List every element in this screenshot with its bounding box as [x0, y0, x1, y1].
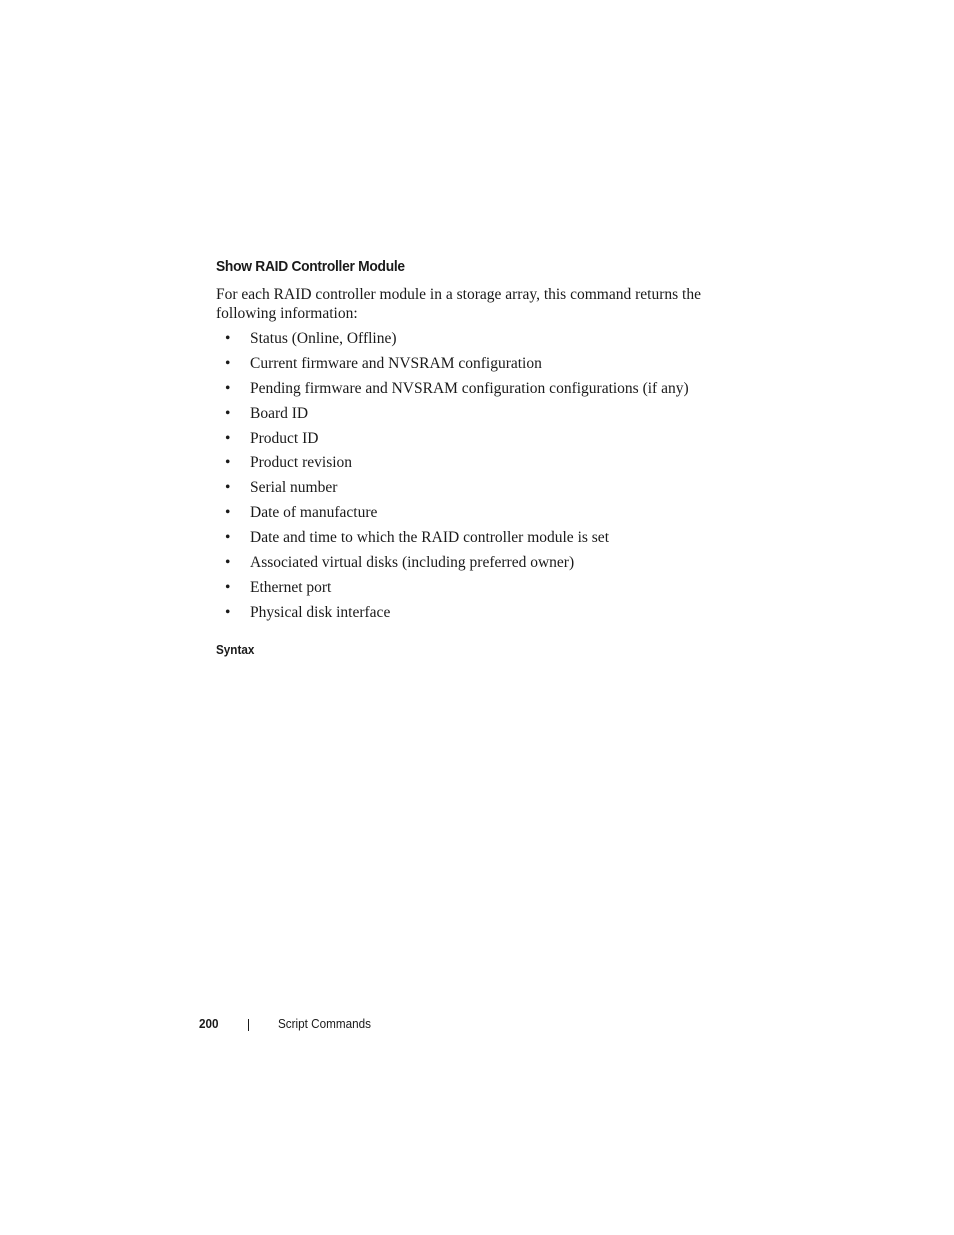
- bullet-icon: •: [225, 603, 231, 621]
- section-title: Show RAID Controller Module: [216, 258, 405, 275]
- list-item-text: Physical disk interface: [250, 603, 391, 621]
- list-item: [216, 329, 689, 354]
- bullet-icon: •: [225, 479, 231, 497]
- list-item: [216, 404, 689, 429]
- list-item-text: Date and time to which the RAID controller module is set: [250, 529, 609, 547]
- intro-paragraph: For each RAID controller module in a storage array, this command returns the following information:: [216, 286, 701, 322]
- syntax-heading: Syntax: [216, 642, 255, 657]
- bullet-icon: •: [225, 379, 231, 397]
- list-item: [216, 429, 689, 454]
- list-item: [216, 453, 689, 478]
- list-item-text: Board ID: [250, 404, 309, 422]
- info-bullet-list: [216, 329, 689, 628]
- bullet-icon: •: [225, 454, 231, 472]
- list-item-text: Pending firmware and NVSRAM configuration configurations (if any): [250, 379, 689, 397]
- list-item-text: Product revision: [250, 454, 353, 472]
- footer-divider: [248, 1019, 249, 1031]
- bullet-icon: •: [225, 529, 231, 547]
- bullet-icon: •: [225, 404, 231, 422]
- bullet-icon: •: [225, 330, 231, 347]
- bullet-icon: •: [225, 554, 231, 572]
- list-item: [216, 503, 689, 528]
- list-item-text: Status (Online, Offline): [250, 330, 397, 347]
- list-item: [216, 478, 689, 503]
- bullet-icon: •: [225, 354, 231, 372]
- list-item: [216, 354, 689, 379]
- bullet-icon: •: [225, 429, 231, 447]
- list-item-text: Date of manufacture: [250, 504, 378, 522]
- footer-chapter-title: Script Commands: [278, 1016, 371, 1031]
- bullet-icon: •: [225, 578, 231, 596]
- list-item: [216, 553, 689, 578]
- list-item-text: Current firmware and NVSRAM configuration: [250, 354, 542, 372]
- page-number: 200: [199, 1016, 219, 1031]
- bullet-icon: •: [225, 504, 231, 522]
- list-item: [216, 578, 689, 603]
- list-item-text: Ethernet port: [250, 578, 332, 596]
- list-item-text: Associated virtual disks (including preferred owner): [250, 554, 575, 572]
- list-item-text: Product ID: [250, 429, 319, 447]
- list-item-text: Serial number: [250, 479, 338, 497]
- list-item: [216, 379, 689, 404]
- list-item: [216, 528, 689, 553]
- list-item: [216, 603, 689, 628]
